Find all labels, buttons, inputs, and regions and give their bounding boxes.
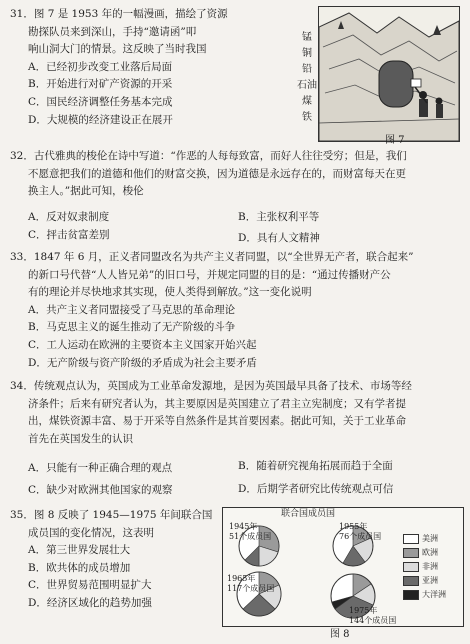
question-31-stem-line-1: 31．图 7 是 1953 年的一幅漫画，描绘了资源 <box>10 8 228 20</box>
question-33-option-b[interactable]: B．马克思主义的诞生推动了无产阶级的斗争 <box>28 321 236 334</box>
question-31-option-d[interactable]: D．大规模的经济建设正在展开 <box>28 113 173 126</box>
cartoon-illustration <box>319 7 459 141</box>
question-33-option-a[interactable]: A．共产主义者同盟接受了马克思的革命理论 <box>28 303 236 316</box>
figure-8-legend <box>403 532 457 602</box>
question-34-stem-line-1: 34．传统观点认为，英国成为工业革命发源地，是因为英国最早具备了技术、市场等经 <box>10 380 412 392</box>
question-35-option-b[interactable]: B．欧共体的成员增加 <box>28 561 131 574</box>
question-34-option-d[interactable]: D．后期学者研究比传统观点可信 <box>238 483 394 495</box>
question-34-option-a[interactable]: A．只能有一种正确合理的观点 <box>28 462 173 474</box>
pie-1945-label <box>229 522 271 542</box>
question-31-stem-line-2: 勘探队员来到深山，手持“邀请函”叩 <box>28 25 197 38</box>
figure-8-caption: 图 8 <box>330 629 350 640</box>
pie-1975-members: 144个成员国 <box>349 616 397 625</box>
figure-7-caption: 图 7 <box>385 135 405 146</box>
figure-8-title: 联合国成员国 <box>280 509 335 519</box>
label-iron: 铁 <box>302 112 312 123</box>
pie-1945-members: 51个成员国 <box>229 532 272 541</box>
question-32-stem-line-1: 32．古代雅典的梭伦在诗中写道：“作恶的人每每致富，而好人往往受穷；但是，我们 <box>10 150 407 162</box>
question-35-option-d[interactable]: D．经济区域化的趋势加强 <box>28 596 152 609</box>
question-34-stem-line-2: 济条件；后来有研究者认为，其主要原因是英国建立了君主立宪制度；又有学者提 <box>28 397 406 410</box>
figure-8-un-members-chart <box>222 507 464 627</box>
legend-africa: 非洲 <box>403 560 457 574</box>
question-35-stem-line-2: 成员国的变化情况，这表明 <box>28 526 154 539</box>
pie-1955-members: 76个成员国 <box>339 532 382 541</box>
pie-1975-label <box>349 606 396 626</box>
question-33-option-d[interactable]: D．无产阶级与资产阶级的矛盾成为社会主要矛盾 <box>28 356 257 369</box>
question-34-stem-line-4: 首先在英国发生的认识 <box>28 432 133 445</box>
label-manganese: 锰 <box>302 32 312 43</box>
question-31-option-a[interactable]: A．已经初步改变工业落后局面 <box>28 60 173 73</box>
question-32-option-c[interactable]: C．抨击贫富差别 <box>28 229 110 241</box>
pie-1965-label <box>227 574 274 594</box>
label-lead: 铅 <box>302 64 312 75</box>
question-35-stem-line-1: 35．图 8 反映了 1945—1975 年间联合国 <box>10 509 213 521</box>
question-32-stem-line-3: 换主人。”据此可知，梭伦 <box>28 185 144 198</box>
question-35-option-a[interactable]: A．第三世界发展壮大 <box>28 544 131 557</box>
legend-europe: 欧洲 <box>403 546 457 560</box>
question-33-stem-line-2: 的新口号代替“人人皆兄弟”的旧口号，并规定同盟的目的是：“通过传播财产公 <box>28 268 391 281</box>
question-32-stem-line-2: 不愿意把我们的道德和他们的财富交换，因为道德是永远存在的，而财富每天在更 <box>28 167 406 180</box>
question-33 <box>10 249 414 372</box>
label-oil: 石油 <box>297 80 317 91</box>
pie-1955-label <box>339 522 381 542</box>
question-31 <box>10 6 228 129</box>
question-35-option-c[interactable]: C．世界贸易范围明显扩大 <box>28 579 152 592</box>
pie-1945-year: 1945年 <box>229 522 258 531</box>
legend-oceania: 大洋洲 <box>403 588 457 602</box>
legend-asia: 亚洲 <box>403 574 457 588</box>
question-34-option-b[interactable]: B．随着研究视角拓展而趋于全面 <box>238 460 393 472</box>
question-33-stem-line-1: 33．1847 年 6 月，正义者同盟改名为共产主义者同盟，以“全世界无产者，联合起来” <box>10 251 414 263</box>
label-copper: 铜 <box>302 48 312 59</box>
label-coal: 煤 <box>302 96 312 107</box>
legend-americas: 美洲 <box>403 532 457 546</box>
question-34-stem-line-3: 出，煤铁资源丰富、易于开采等自然条件是其首要因素。据此可知，关于工业革命 <box>28 415 406 428</box>
question-31-option-b[interactable]: B．开始进行对矿产资源的开采 <box>28 78 173 91</box>
figure-7-resource-labels <box>297 30 317 126</box>
pie-1965-year: 1965年 <box>227 574 256 583</box>
figure-7-cartoon <box>318 6 460 142</box>
question-32-option-d[interactable]: D．具有人文精神 <box>238 232 320 244</box>
question-33-stem-line-3: 有的理论并尽快地求其实现，使人类得到解放。”这一变化说明 <box>28 286 312 299</box>
question-32-option-b[interactable]: B．主张权利平等 <box>238 211 320 223</box>
pie-1965-members: 117个成员国 <box>227 584 275 593</box>
question-33-option-c[interactable]: C．工人运动在欧洲的主要资本主义国家开始兴起 <box>28 338 257 351</box>
question-32-option-a[interactable]: A．反对奴隶制度 <box>28 211 110 223</box>
question-34 <box>10 378 412 448</box>
pie-1975-year: 1975年 <box>349 606 378 615</box>
question-31-option-c[interactable]: C．国民经济调整任务基本完成 <box>28 95 173 108</box>
question-35 <box>10 507 220 613</box>
pie-1955-year: 1955年 <box>339 522 368 531</box>
question-31-stem-line-3: 响山洞大门的情景。这反映了当时我国 <box>28 43 207 56</box>
question-34-option-c[interactable]: C．缺少对欧洲其他国家的观察 <box>28 484 173 496</box>
question-32 <box>10 148 407 201</box>
